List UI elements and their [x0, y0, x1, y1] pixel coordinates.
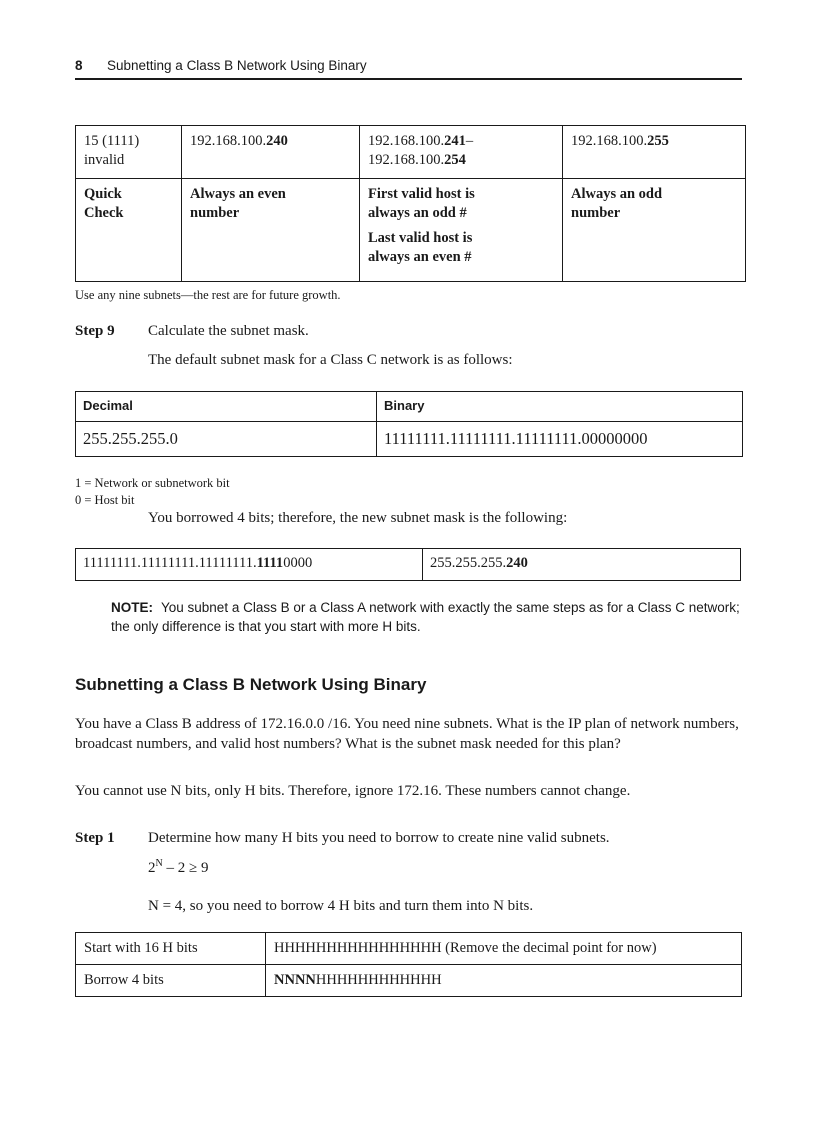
note-box	[111, 598, 751, 636]
network-address-cell: 192.168.100.240	[182, 126, 360, 179]
legend-network-bit: 1 = Network or subnetwork bit	[75, 476, 230, 490]
quick-check-broadcast: Always an odd number	[563, 179, 746, 282]
borrow-bits-table	[75, 932, 742, 997]
subnet-table	[75, 125, 746, 282]
formula: $2^N - 2 \ge 9$	[148, 858, 209, 876]
page-number: 8	[75, 58, 83, 73]
table-caption: Use any nine subnets—the rest are for future growth.	[75, 288, 341, 302]
host-range-cell: 192.168.100.241– 192.168.100.254	[360, 126, 563, 179]
legend-host-bit: 0 = Host bit	[75, 493, 135, 507]
table-row	[76, 126, 746, 179]
table-row	[76, 933, 742, 965]
row-label: Borrow 4 bits	[76, 965, 266, 997]
new-mask-table	[75, 548, 741, 581]
table-header-row	[76, 392, 743, 422]
quick-check-label: Quick Check	[76, 179, 182, 282]
binary-cell: 11111111.11111111.11111111.00000000	[377, 422, 743, 457]
step-9-subtext: The default subnet mask for a Class C network is as follows:	[148, 352, 513, 368]
decimal-cell: 255.255.255.0	[76, 422, 377, 457]
decimal-mask-cell: 255.255.255.240	[423, 549, 741, 581]
column-header-binary: Binary	[377, 392, 743, 422]
note-text: You subnet a Class B or a Class A network with exactly the same steps as for a Class C network; the only difference is that you start with more H bits.	[111, 600, 740, 634]
binary-mask-cell: 11111111.11111111.11111111.11110000	[76, 549, 423, 581]
row-value: NNNNHHHHHHHHHHHH	[266, 965, 742, 997]
broadcast-address-cell: 192.168.100.255	[563, 126, 746, 179]
quick-check-row	[76, 179, 746, 282]
running-head-title: Subnetting a Class B Network Using Binary	[107, 58, 367, 73]
borrowed-text: You borrowed 4 bits; therefore, the new subnet mask is the following:	[148, 510, 568, 526]
step-text: Calculate the subnet mask.	[148, 323, 309, 339]
step-1	[75, 830, 610, 847]
paragraph-constraint: You cannot use N bits, only H bits. Therefore, ignore 172.16. These numbers cannot change.	[75, 783, 631, 799]
quick-check-network: Always an even number	[182, 179, 360, 282]
step-label: Step 1	[75, 830, 115, 846]
table-row	[76, 965, 742, 997]
default-mask-table	[75, 391, 743, 457]
table-row	[76, 422, 743, 457]
row-value: HHHHHHHHHHHHHHHH (Remove the decimal point for now)	[266, 933, 742, 965]
column-header-decimal: Decimal	[76, 392, 377, 422]
step-9	[75, 323, 309, 340]
note-label: NOTE:	[111, 600, 153, 615]
paragraph-intro: You have a Class B address of 172.16.0.0 /16. You need nine subnets. What is the IP plan of network numbers, broadcast numbers, and valid host numbers? What is the subnet mask needed for this plan?	[75, 716, 739, 752]
table-row	[76, 549, 741, 581]
step-1-result: N = 4, so you need to borrow 4 H bits and turn them into N bits.	[148, 898, 534, 914]
section-heading: Subnetting a Class B Network Using Binary	[75, 675, 427, 694]
row-label: Start with 16 H bits	[76, 933, 266, 965]
quick-check-range: First valid host is always an odd # Last valid host is always an even #	[360, 179, 563, 282]
step-label: Step 9	[75, 323, 115, 339]
step-text: Determine how many H bits you need to borrow to create nine valid subnets.	[148, 830, 610, 846]
running-head	[75, 58, 742, 80]
subnet-cell: 15 (1111) invalid	[76, 126, 182, 179]
